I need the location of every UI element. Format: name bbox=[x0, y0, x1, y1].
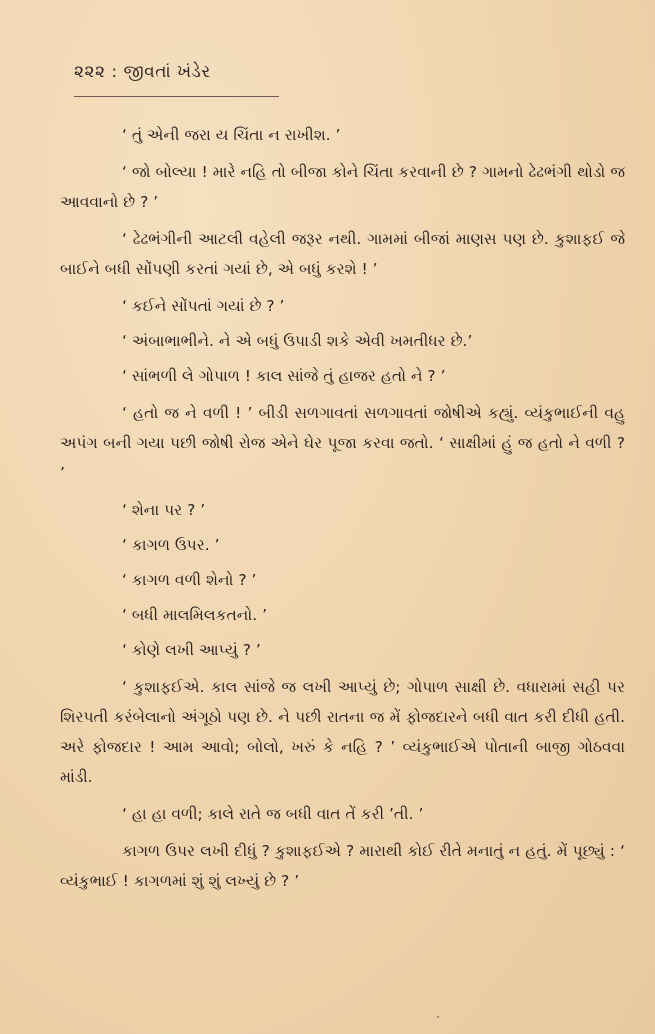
paragraph-1: ‘ તું એની જરા ય ચિંતા ન રાખીશ. ’ bbox=[122, 126, 341, 144]
paragraph-10: ‘ કાગળ વળી શેનો ? ’ bbox=[122, 571, 257, 589]
paragraph-5: ‘ અંબાભાભીને. ને એ બધું ઉપાડી શકે એવી ખમતીધર છે.’ bbox=[122, 332, 473, 350]
paragraph-11: ‘ બધી માલમિલકતનો. ’ bbox=[122, 606, 268, 624]
paragraph-14: ‘ હા હા વળી; કાલે રાતે જ બધી વાત તેં કરી ’તી. ’ bbox=[122, 805, 424, 823]
page-body bbox=[60, 120, 625, 903]
header-underline bbox=[74, 96, 279, 97]
paragraph-15: કાગળ ઉપર લખી દીધું ? કુશાફઈએ ? મારાથી કોઈ રીતે મનાતું ન હતું. મેં પૂછ્યું : ‘ વ્યંકુભાઈ ! કાગળમાં શું શું લખ્યું છે ? ’ bbox=[60, 842, 625, 890]
paragraph-12: ‘ કોણે લખી આપ્યું ? ’ bbox=[122, 641, 261, 659]
paragraph-6: ‘ સાંભળી લે ગોપાળ ! કાલ સાંજે તું હાજર હતો ને ? ’ bbox=[122, 367, 446, 385]
paragraph-9: ‘ કાગળ ઉપર. ’ bbox=[122, 536, 220, 554]
running-head: ૨૨૨ : જીવતાં ખંડેર bbox=[74, 62, 211, 82]
paragraph-3: ‘ ઢેઢભંગીની આટલી વહેલી જરૂર નથી. ગામમાં બીજાં માણસ પણ છે. કુશાફઈ જે બાઈને બધી સોંપણી કરતાં ગયાં છે, એ બધું કરશે ! ’ bbox=[60, 230, 625, 278]
paragraph-8: ‘ શેના પર ? ’ bbox=[122, 501, 206, 519]
paragraph-13: ‘ કુશાફઈએ. કાલ સાંજે જ લખી આપ્યું છે; ગોપાળ સાક્ષી છે. વધારામાં સહી પર શિરપતી કરંબેલાનો અંગૂઠો પણ છે. ને પછી રાતના જ મેં ફોજદારને બધી વાત કરી દીધી હતી. અરે ફોજદાર ! આમ આવો; બોલો, ખરું કે નહિ ? ’ વ્યંકુભાઈએ પોતાની બાજી ગોઠવવા માંડી. bbox=[60, 678, 625, 786]
paragraph-4: ‘ કઈને સોંપતાં ગયાં છે ? ’ bbox=[122, 297, 285, 315]
paragraph-7: ‘ હતો જ ને વળી ! ’ બીડી સળગાવતાં સળગાવતાં જોષીએ કહ્યું. વ્યંકુભાઈની વહુ અપંગ બની ગયા પછી જોષી રોજ એને ઘેર પૂજા કરવા જતો. ‘ સાક્ષીમાં હું જ હતો ને વળી ? ’ bbox=[60, 404, 625, 482]
paragraph-2: ‘ જો બોલ્યા ! મારે નહિ તો બીજા કોને ચિંતા કરવાની છે ? ગામનો ઢેઢભંગી થોડો જ આવવાનો છે ? ’ bbox=[60, 163, 625, 211]
paper-speck bbox=[437, 1016, 439, 1018]
